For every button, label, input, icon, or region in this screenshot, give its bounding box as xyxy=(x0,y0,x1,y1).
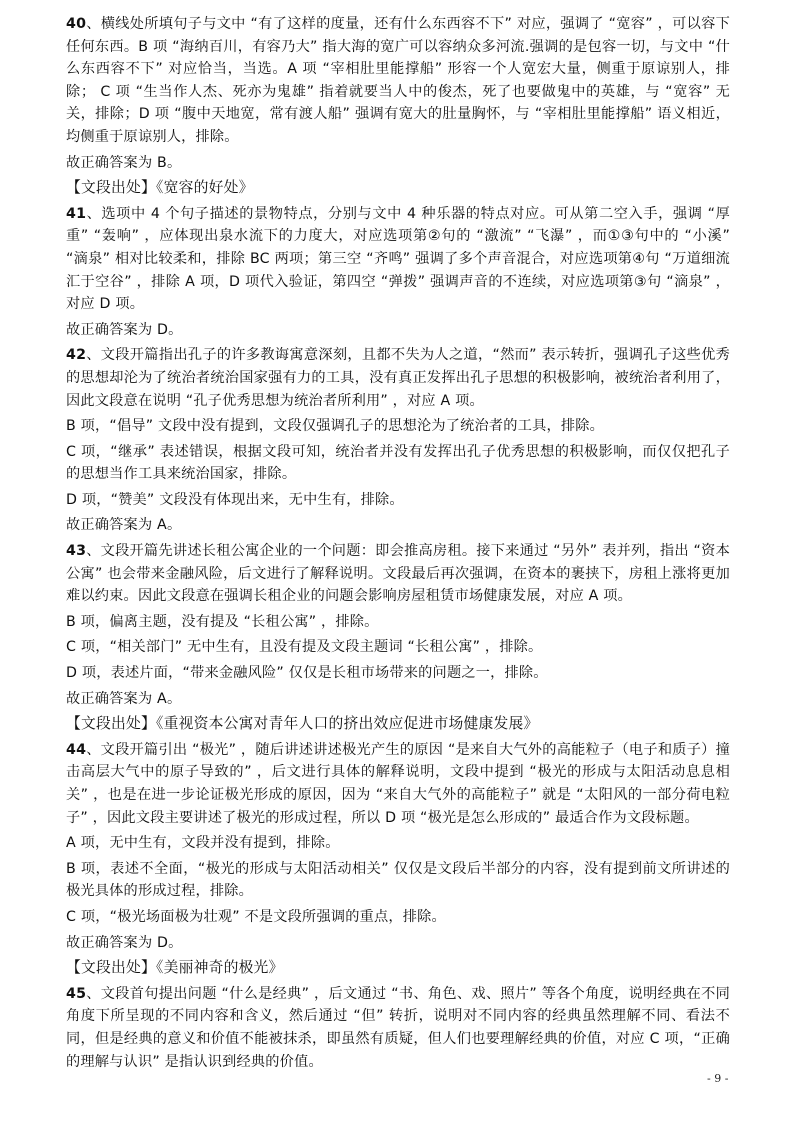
q40-text: 、横线处所填句子与文中 “有了这样的度量，还有什么东西容不下” 对应，强调了 “宽容” ，可以容下任何东西。B 项 “海纳百川，有容乃大” 指大海的宽广可以容纳众多河流.强调的是包容一切，与文中 “什么东西容不下” 对应恰当，当选。A 项 “宰相肚里能撑船” 形容一个人宽宏大量，侧重于原谅别人，排除； C 项 “生当作人杰、死亦为鬼雄” 指着就要当人中的俊杰，死了也要做鬼中的英雄，与 “宽容” 无关，排除；D 项 “腹中天地宽，常有渡人船” 强调有宽大的肚量胸怀，与 “宰相肚里能撑船” 语义相近，均侧重于原谅别人，排除。 xyxy=(66,16,730,145)
q45-text: 、文段首句提出问题 “什么是经典” ，后文通过 “书、角色、戏、照片” 等各个角度，说明经典在不同角度下所呈现的不同内容和含义，然后通过 “但” 转折，说明对不同内容的经典虽然理解不同、看法不同，但是经典的意义和价值不能被抹杀，即虽然有质疑，但人们也要理解经典的价值，对应 C 项，“正确的理解与认识” 是指认识到经典的价值。 xyxy=(66,985,730,1070)
q43-text: 、文段开篇先讲述长租公寓企业的一个问题：即会推高房租。接下来通过 “另外” 表并列，指出 “资本公寓” 也会带来金融风险，后文进行了解释说明。文段最后再次强调，在资本的裹挟下，房租上涨将更加难以约束。因此文段意在强调长租企业的问题会影响房屋租赁市场健康发展，对应 A 项。 xyxy=(66,543,730,605)
q42-explanation xyxy=(66,344,730,412)
q44-answer: 故正确答案为 D。 xyxy=(66,934,183,951)
q41-explanation xyxy=(66,203,730,316)
q44-number: 44 xyxy=(66,741,87,758)
q45-explanation xyxy=(66,983,730,1073)
q42-text: 、文段开篇指出孔子的许多教诲寓意深刻，且都不失为人之道，“然而” 表示转折，强调孔子这些优秀的思想却沦为了统治者统治国家强有力的工具，没有真正发挥出孔子思想的积极影响，被统治者利用了，因此文段意在说明 “孔子优秀思想为统治者所利用” ，对应 A 项。 xyxy=(66,347,730,409)
q43-number: 43 xyxy=(66,543,87,560)
q40-explanation xyxy=(66,13,730,149)
q42-answer: 故正确答案为 A。 xyxy=(66,517,182,534)
q44-option-c: C 项，“极光场面极为壮观” 不是文段所强调的重点，排除。 xyxy=(66,908,446,925)
q43-option-d: D 项，表述片面，“带来金融风险” 仅仅是长租市场带来的问题之一，排除。 xyxy=(66,665,548,682)
q44-text: 、文段开篇引出 “极光” ，随后讲述讲述极光产生的原因 “是来自大气外的高能粒子（电子和质子）撞击高层大气中的原子导致的” ，后文进行具体的解释说明，文段中提到 “极光的形成与太阳活动息息相关” ，也是在进一步论证极光形成的原因，因为 “来自大气外的高能粒子” 就是 “太阳风的一部分荷电粒子” ，因此文段主要讲述了极光的形成过程，所以 D 项 “极光是怎么形成的” 最适合作为文段标题。 xyxy=(66,741,730,826)
q41-text: 、选项中 4 个句子描述的景物特点，分别与文中 4 种乐器的特点对应。可从第二空入手，强调 “厚重” “轰响” ，应体现出泉水流下的力度大，对应选项第②句的 “激流” “飞瀑” ，而①③句中的 “小溪” “滴泉” 相对比较柔和，排除 BC 两项；第三空 “齐鸣” 强调了多个声音混合，对应选项第④句 “万道细流汇于空谷” ，排除 A 项，D 项代入验证，第四空 “弹拨” 强调声音的不连续，对应选项第③句 “滴泉” ，对应 D 项。 xyxy=(66,205,730,313)
q41-number: 41 xyxy=(66,205,87,222)
q42-option-b: B 项，“倡导” 文段中没有提到，文段仅强调孔子的思想沦为了统治者的工具，排除。 xyxy=(66,418,605,435)
q43-answer: 故正确答案为 A。 xyxy=(66,690,182,707)
q42-option-c: C 项，“继承” 表述错误，根据文段可知，统治者并没有发挥出孔子优秀思想的积极影响，而仅仅把孔子的思想当作工具来统治国家，排除。 xyxy=(66,443,730,483)
q42-option-d: D 项，“赞美” 文段没有体现出来，无中生有，排除。 xyxy=(66,491,404,508)
answer-explanations xyxy=(66,13,730,1076)
q40-source: 【文段出处】《宽容的好处》 xyxy=(66,179,254,197)
q43-source: 【文段出处】《重视资本公寓对青年人口的挤出效应促进市场健康发展》 xyxy=(66,715,539,733)
q45-number: 45 xyxy=(66,985,87,1002)
q43-option-b: B 项，偏离主题，没有提及 “长租公寓” ，排除。 xyxy=(66,613,379,630)
q44-source: 【文段出处】《美丽神奇的极光》 xyxy=(66,959,284,977)
page-number: - 9 - xyxy=(707,1072,729,1085)
q43-explanation xyxy=(66,540,730,608)
q41-answer: 故正确答案为 D。 xyxy=(66,321,183,338)
q43-option-c: C 项，“相关部门” 无中生有，且没有提及文段主题词 “长租公寓” ，排除。 xyxy=(66,639,543,656)
q44-explanation xyxy=(66,739,730,829)
q40-number: 40 xyxy=(66,16,87,32)
q42-number: 42 xyxy=(66,347,87,364)
q40-answer: 故正确答案为 B。 xyxy=(66,154,182,171)
q44-option-a: A 项，无中生有，文段并没有提到，排除。 xyxy=(66,835,340,852)
q44-option-b: B 项，表述不全面，“极光的形成与太阳活动相关” 仅仅是文段后半部分的内容，没有提到前文所讲述的极光具体的形成过程，排除。 xyxy=(66,860,730,900)
